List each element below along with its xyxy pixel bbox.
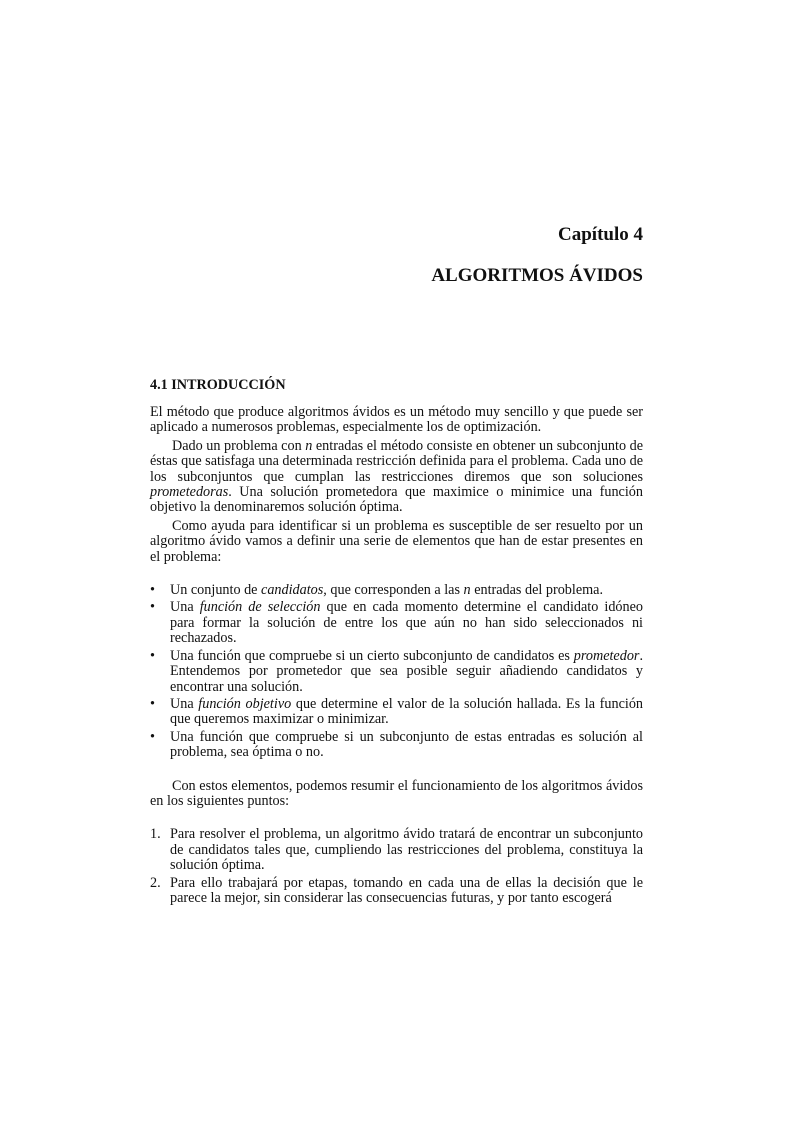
list-item-emphasis: función objetivo [198, 695, 292, 712]
bullet-icon: • [150, 647, 155, 664]
list-item-text: . Entendemos por prometedor que sea posible seguir añadiendo candidatos y encontrar una solución. [170, 647, 643, 695]
list-item-emphasis: candidatos [261, 582, 324, 599]
list-item-text: , que corresponden a las [323, 582, 464, 599]
list-item [150, 827, 643, 873]
bullet-icon: • [150, 582, 155, 599]
list-item-text: Un conjunto de [170, 582, 262, 599]
step-text: Para ello trabajará por etapas, tomando en cada una de ellas la decisión que le parece la mejor, sin considerar las consecuencias futuras, y por tanto escogerá [170, 874, 643, 906]
paragraph-2-text-b: entradas el método consiste en obtener un subconjunto de éstas que satisfaga una determinada restricción definida para el problema. Cada uno de los subconjuntos que cumplan las restricciones diremos que son soluciones [150, 437, 644, 485]
paragraph-2 [150, 439, 643, 516]
paragraph-2-var-n: n [305, 437, 313, 454]
paragraph-2-text-c: . Una solución prometedora que maximice o minimice una función objetivo la denominaremos solución óptima. [150, 484, 643, 516]
bullet-icon: • [150, 695, 155, 712]
list-item [150, 876, 643, 907]
step-text: Para resolver el problema, un algoritmo ávido tratará de encontrar un subconjunto de candidatos tales que, cumpliendo las restricciones del problema, constituya la solución óptima. [170, 826, 643, 874]
list-item-text: Una [170, 695, 199, 712]
list-item [150, 649, 643, 695]
paragraph-3: Como ayuda para identificar si un problema es susceptible de ser resuelto por un algoritmo ávido vamos a definir una serie de elementos que han de estar presentes en el problema: [150, 517, 643, 565]
step-number: 2. [150, 874, 161, 891]
section-heading: 4.1 INTRODUCCIÓN [150, 377, 286, 393]
list-item-text: entradas del problema. [470, 582, 604, 599]
bullet-icon: • [150, 599, 155, 616]
list-item-emphasis: n [463, 582, 471, 599]
steps-list [150, 827, 643, 906]
paragraph-1: El método que produce algoritmos ávidos es un método muy sencillo y que puede ser aplicado a numerosos problemas, especialmente los de optimización. [150, 404, 643, 436]
list-item [150, 600, 643, 646]
list-item-text: que en cada momento determine el candidato idóneo para formar la solución de entre los que aún no han sido seleccionados ni rechazados. [170, 599, 643, 647]
paragraph-2-emphasis: prometedoras [150, 484, 229, 501]
list-item-text: Una función que compruebe si un cierto subconjunto de candidatos es [170, 647, 574, 664]
chapter-number: Capítulo 4 [558, 224, 643, 245]
elements-list [150, 583, 643, 760]
paragraph-2-text-a: Dado un problema con [172, 437, 306, 454]
list-item-text: Una función que compruebe si un subconjunto de estas entradas es solución al problema, sea óptima o no. [170, 728, 643, 761]
bullet-icon: • [150, 728, 155, 745]
list-item-emphasis: función de selección [199, 599, 321, 616]
list-item [150, 583, 643, 598]
step-number: 1. [150, 826, 161, 843]
list-item-emphasis: prometedor [573, 647, 640, 664]
list-item [150, 697, 643, 728]
chapter-title: ALGORITMOS ÁVIDOS [431, 265, 643, 286]
list-item [150, 730, 643, 761]
list-item-text: que determine el valor de la solución hallada. Es la función que queremos maximizar o minimizar. [170, 695, 644, 728]
paragraph-4: Con estos elementos, podemos resumir el funcionamiento de los algoritmos ávidos en los siguientes puntos: [150, 777, 643, 809]
main-content [150, 377, 643, 908]
list-item-text: Una [170, 599, 200, 616]
